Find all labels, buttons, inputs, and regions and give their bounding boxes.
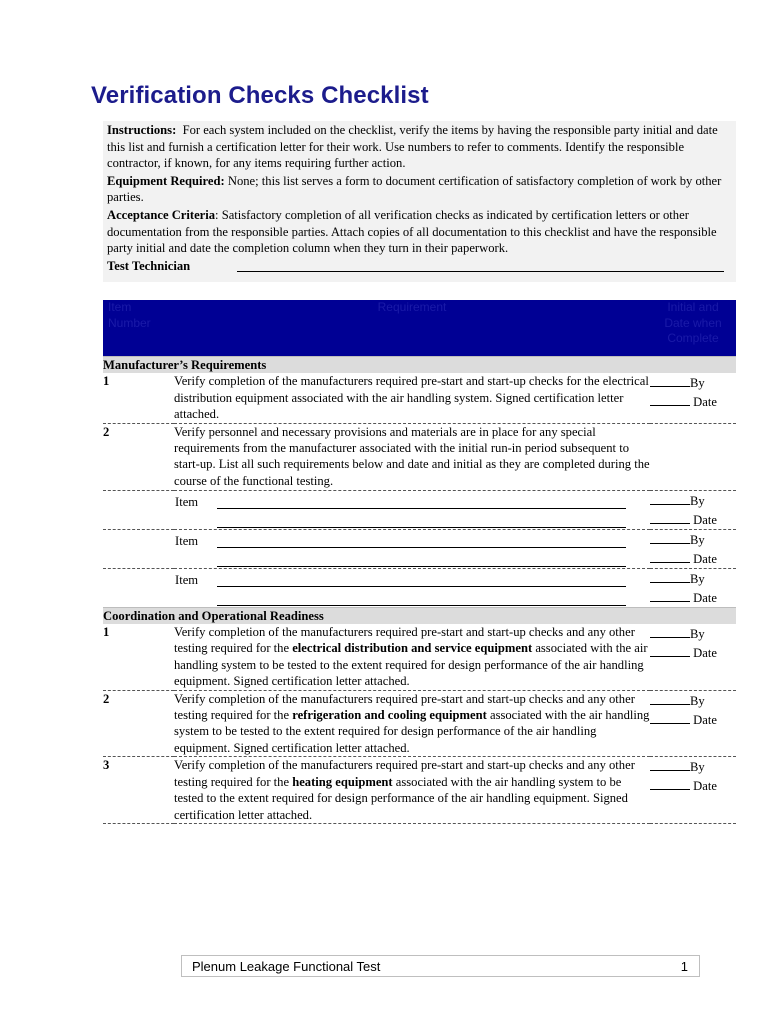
acceptance-text: : Satisfactory completion of all verification checks as indicated by certification letters or other documentation from the responsible parties. Attach copies of all documentation to this checklist and have the responsible party initial and date the completion column when they turn in their paperwork. [107, 207, 717, 256]
row-initial-date: By Date [650, 373, 736, 423]
equipment-text: None; this list serves a form to document certification of satisfactory completion of work by other parties. [107, 173, 722, 205]
item-entry-row [103, 568, 736, 607]
item-entry-row [103, 529, 736, 568]
row-initial-date: By Date [650, 490, 736, 529]
table-row [103, 624, 736, 690]
checklist-table [103, 300, 736, 824]
equipment-paragraph [107, 173, 732, 206]
row-number: 1 [103, 624, 174, 690]
date-line[interactable] [650, 392, 690, 406]
table-header-row [103, 300, 736, 357]
item-line[interactable] [217, 508, 626, 509]
technician-signature-line[interactable] [237, 271, 724, 272]
row-requirement: Verify completion of the manufacturers required pre-start and start-up checks for the electrical distribution equipment associated with the air handling system. Signed certification letter attached. [174, 374, 649, 422]
date-line[interactable] [650, 510, 690, 524]
section-title: Coordination and Operational Readiness [103, 607, 736, 624]
item-label: Item [175, 533, 199, 548]
item-line[interactable] [217, 527, 626, 528]
row-requirement: Verify completion of the manufacturers required pre-start and start-up checks and any other testing required for the electrical distribution and service equipment associated with the air handling system to be tested to the extent required for design performance of the air handling equipment. Signed certification letter attached. [174, 624, 650, 690]
row-initial-date: By Date [650, 624, 736, 690]
header-requirement: Requirement [174, 300, 650, 357]
by-line[interactable] [650, 691, 690, 705]
item-entry [174, 490, 650, 529]
header-item-number: Item Number [103, 300, 174, 357]
equipment-label: Equipment Required: [107, 173, 225, 188]
date-line[interactable] [650, 710, 690, 724]
item-line[interactable] [217, 547, 626, 548]
row-initial-date-empty [650, 423, 736, 490]
table-row [103, 757, 736, 824]
row-initial-date: By Date [650, 690, 736, 757]
item-entry [174, 529, 650, 568]
instructions-label: Instructions: [107, 123, 177, 137]
date-line[interactable] [650, 588, 690, 602]
by-line[interactable] [650, 373, 690, 387]
row-initial-date: By Date [650, 757, 736, 824]
section-header-coordination [103, 607, 736, 624]
instructions-paragraph [107, 122, 732, 172]
instructions-panel [103, 121, 736, 282]
row-initial-date: By Date [650, 529, 736, 568]
by-line[interactable] [650, 569, 690, 583]
row-requirement: Verify personnel and necessary provisions and materials are in place for any special requirements from the manufacturer associated with the initial run-in period subsequent to start-up. List all such requirements below and date and initial as they are completed during the course of the functional testing. [174, 423, 650, 490]
item-label: Item [175, 494, 199, 509]
row-requirement: Verify completion of the manufacturers required pre-start and start-up checks and any other testing required for the refrigeration and cooling equipment associated with the air handling system to be tested to the extent required for design performance of the air handling equipment. Signed certification letter attached. [174, 691, 650, 755]
item-line[interactable] [217, 605, 626, 606]
header-initial-date: Initial and Date when Complete [650, 300, 736, 357]
item-entry [174, 568, 650, 607]
page-footer [181, 955, 700, 977]
date-line[interactable] [650, 776, 690, 790]
technician-row [107, 258, 732, 275]
row-initial-date: By Date [650, 568, 736, 607]
technician-label: Test Technician [107, 258, 191, 273]
row-number: 2 [103, 423, 174, 490]
item-line[interactable] [217, 586, 626, 587]
by-line[interactable] [650, 624, 690, 638]
date-line[interactable] [650, 549, 690, 563]
footer-title: Plenum Leakage Functional Test [192, 959, 381, 974]
table-row [103, 423, 736, 490]
by-line[interactable] [650, 530, 690, 544]
section-title: Manufacturer’s Requirements [103, 357, 736, 374]
table-row [103, 373, 736, 423]
row-number: 3 [103, 757, 174, 824]
item-entry-row [103, 490, 736, 529]
date-line[interactable] [650, 643, 690, 657]
item-line[interactable] [217, 566, 626, 567]
item-label: Item [175, 572, 199, 587]
acceptance-label: Acceptance Criteria [107, 207, 216, 222]
row-number: 1 [103, 373, 174, 423]
row-number: 2 [103, 690, 174, 757]
instructions-text: For each system included on the checklist, verify the items by having the responsible party initial and date this list and furnish a certification letter for their work. Use numbers to refer to comments. Identify the responsible contractor, if known, for any items requiring further action. [107, 123, 718, 171]
by-line[interactable] [650, 757, 690, 771]
row-requirement: Verify completion of the manufacturers required pre-start and start-up checks and any other testing required for the heating equipment associated with the air handling system to be tested to the extent required for design performance of the air handling equipment. Signed certification letter attached. [174, 757, 650, 824]
section-header-manufacturer [103, 357, 736, 374]
table-row [103, 690, 736, 757]
acceptance-paragraph [107, 207, 732, 257]
by-line[interactable] [650, 491, 690, 505]
page-title: Verification Checks Checklist [91, 82, 429, 109]
page-number: 1 [680, 959, 688, 974]
